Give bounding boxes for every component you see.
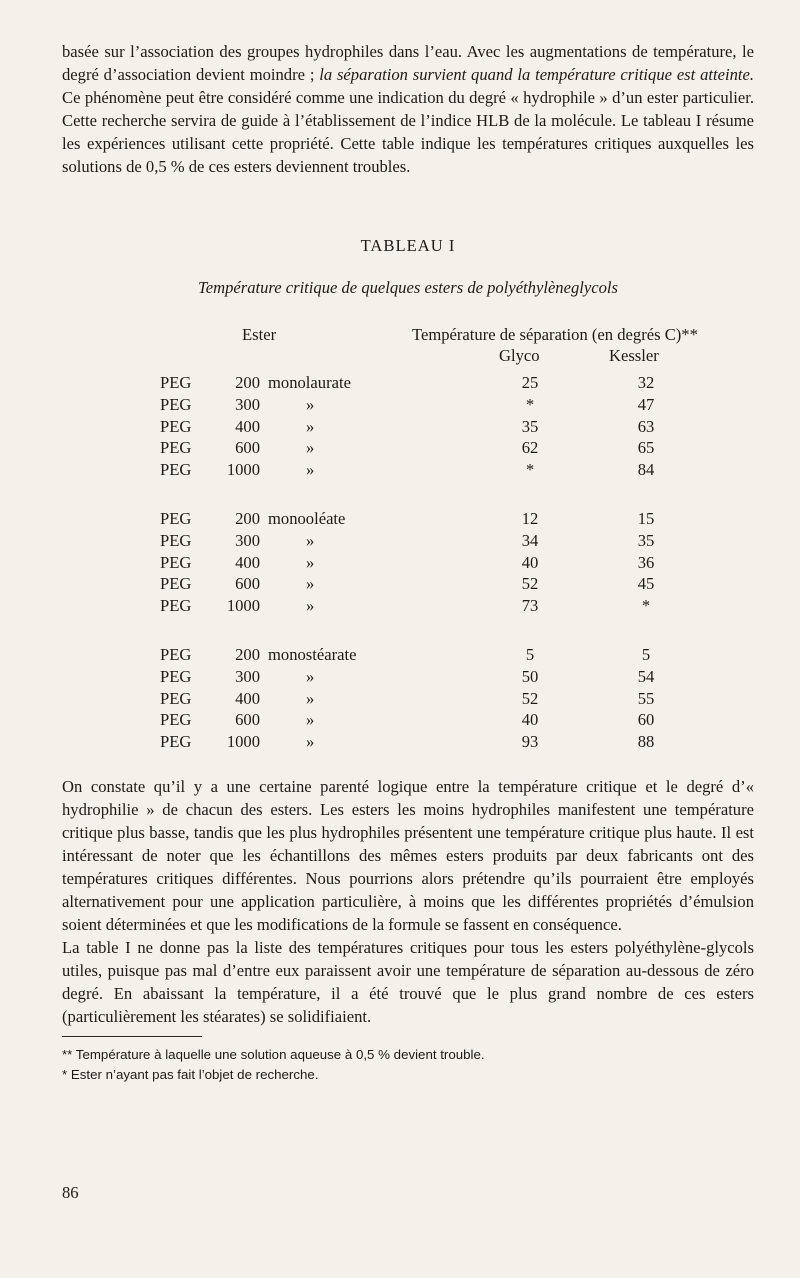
cell-molecular-weight: 1000 <box>226 732 260 752</box>
cell-ester-name: » <box>306 596 315 616</box>
cell-molecular-weight: 600 <box>235 710 260 730</box>
intro-text-2: Ce phénomène peut être considéré comme une indication du degré « hydrophile » d’un ester particulier. Cette recherche servira de guide à l’établissement de l’indice HLB de la molécule. Le tableau I résume les expériences utilisant cette propriété. Cette table indique les températures critiques auxquelles les solutions de 0,5 % de ces esters deviennent troubles. <box>62 88 754 176</box>
cell-peg: PEG <box>160 552 192 572</box>
table-row <box>62 596 754 618</box>
table-row <box>62 395 754 417</box>
cell-peg: PEG <box>160 509 192 528</box>
cell-molecular-weight: 400 <box>235 552 260 572</box>
cell-peg: PEG <box>160 596 192 616</box>
cell-molecular-weight: 300 <box>235 666 260 686</box>
cell-molecular-weight: 600 <box>235 438 260 458</box>
paragraph-3: La table I ne donne pas la liste des températures critiques pour tous les esters polyéthylène-glycols utiles, puisque pas mal d’entre eux paraissent avoir une température de séparation au-dessous de zéro degré. En abaissant la température, il a été trouvé que le plus grand nombre de ces esters (particulièrement les stéarates) se solidifiaient. <box>62 938 754 1026</box>
cell-molecular-weight: 200 <box>235 509 260 528</box>
header-glyco: Glyco <box>499 346 540 365</box>
critical-temperature-table <box>62 325 754 775</box>
table-subtitle: Température critique de quelques esters de polyéthylèneglycols <box>198 278 618 297</box>
cell-ester-name: » <box>306 438 315 458</box>
cell-molecular-weight: 400 <box>235 416 260 436</box>
table-row <box>62 531 754 553</box>
cell-kessler-value: 47 <box>637 394 655 414</box>
cell-ester-name: » <box>306 530 315 550</box>
cell-peg: PEG <box>160 373 192 392</box>
cell-glyco-value: 12 <box>521 509 539 528</box>
cell-molecular-weight: 400 <box>235 688 260 708</box>
table-row <box>62 667 754 689</box>
page-number: 86 <box>62 1183 79 1202</box>
cell-kessler-value: 54 <box>637 666 655 686</box>
cell-molecular-weight: 600 <box>235 574 260 594</box>
table-row <box>62 509 754 531</box>
cell-peg: PEG <box>160 732 192 752</box>
cell-ester-name: monooléate <box>268 509 346 528</box>
intro-text-1: basée sur l’association des groupes hydrophiles dans l’eau. Avec les augmentations de température, le degré d’association devient moindre ; <box>62 42 754 84</box>
cell-ester-name: » <box>306 732 315 752</box>
cell-ester-name: » <box>306 666 315 686</box>
cell-ester-name: » <box>306 394 315 414</box>
cell-kessler-value: 84 <box>637 460 655 480</box>
header-kessler: Kessler <box>609 346 659 365</box>
cell-glyco-value: 5 <box>525 645 535 664</box>
cell-kessler-value: 55 <box>637 688 655 708</box>
cell-ester-name: monostéarate <box>268 645 357 664</box>
cell-molecular-weight: 300 <box>235 530 260 550</box>
page-content <box>62 40 754 1085</box>
table-row <box>62 732 754 754</box>
cell-peg: PEG <box>160 438 192 458</box>
cell-ester-name: » <box>306 552 315 572</box>
cell-glyco-value: 73 <box>521 596 539 616</box>
cell-peg: PEG <box>160 710 192 730</box>
cell-glyco-value: 34 <box>521 530 539 550</box>
footnote-1: ** Température à laquelle une solution aqueuse à 0,5 % devient trouble. <box>62 1047 485 1062</box>
cell-ester-name: » <box>306 688 315 708</box>
table-row <box>62 460 754 482</box>
table-row <box>62 645 754 667</box>
cell-kessler-value: 35 <box>637 530 655 550</box>
cell-peg: PEG <box>160 460 192 480</box>
cell-kessler-value: 5 <box>641 645 651 664</box>
table-row <box>62 710 754 732</box>
cell-glyco-value: * <box>525 460 535 480</box>
cell-glyco-value: 35 <box>521 416 539 436</box>
cell-glyco-value: * <box>525 394 535 414</box>
footnote-2: * Ester n’ayant pas fait l’objet de recherche. <box>62 1067 319 1082</box>
header-ester: Ester <box>242 325 277 344</box>
cell-ester-name: » <box>306 416 315 436</box>
cell-kessler-value: 60 <box>637 710 655 730</box>
cell-peg: PEG <box>160 574 192 594</box>
cell-molecular-weight: 1000 <box>226 460 260 480</box>
cell-glyco-value: 50 <box>521 666 539 686</box>
table-row <box>62 373 754 395</box>
header-temperature: Température de séparation (en degrés C)** <box>412 325 698 344</box>
cell-molecular-weight: 200 <box>235 645 260 664</box>
cell-kessler-value: 36 <box>637 552 655 572</box>
cell-kessler-value: 63 <box>637 416 655 436</box>
cell-kessler-value: 32 <box>637 373 655 392</box>
cell-glyco-value: 62 <box>521 438 539 458</box>
cell-glyco-value: 40 <box>521 710 539 730</box>
cell-glyco-value: 40 <box>521 552 539 572</box>
cell-ester-name: » <box>306 574 315 594</box>
cell-peg: PEG <box>160 688 192 708</box>
cell-kessler-value: 45 <box>637 574 655 594</box>
cell-glyco-value: 25 <box>521 373 539 392</box>
cell-peg: PEG <box>160 416 192 436</box>
footnote-rule <box>62 1036 202 1037</box>
cell-kessler-value: 15 <box>637 509 655 528</box>
cell-kessler-value: 88 <box>637 732 655 752</box>
table-row <box>62 574 754 596</box>
cell-molecular-weight: 1000 <box>226 596 260 616</box>
cell-molecular-weight: 300 <box>235 394 260 414</box>
cell-ester-name: » <box>306 460 315 480</box>
cell-molecular-weight: 200 <box>235 373 260 392</box>
paragraph-2: On constate qu’il y a une certaine parenté logique entre la température critique et le degré d’« hydrophilie » de chacun des esters. Les esters les moins hydrophiles manifestent une température critique plus basse, tandis que les plus hydrophiles présentent une température critique plus haute. Il est intéressant de noter que les échantillons des mêmes esters produits par deux fabricants ont des températures critiques différentes. Nous pourrions alors prétendre qu’ils pourraient être employés alternativement pour une application particulière, à moins que les différentes propriétés d’émulsion soient déterminées et que les modifications de la formule se fassent en conséquence. <box>62 777 754 934</box>
cell-ester-name: monolaurate <box>268 373 351 392</box>
cell-peg: PEG <box>160 530 192 550</box>
cell-glyco-value: 52 <box>521 574 539 594</box>
table-row <box>62 689 754 711</box>
cell-kessler-value: * <box>641 596 651 616</box>
cell-glyco-value: 52 <box>521 688 539 708</box>
cell-peg: PEG <box>160 666 192 686</box>
intro-paragraph <box>62 40 754 178</box>
cell-ester-name: » <box>306 710 315 730</box>
cell-glyco-value: 93 <box>521 732 539 752</box>
cell-peg: PEG <box>160 394 192 414</box>
table-row <box>62 438 754 460</box>
cell-peg: PEG <box>160 645 192 664</box>
cell-kessler-value: 65 <box>637 438 655 458</box>
table-title: TABLEAU I <box>360 236 456 255</box>
table-row <box>62 417 754 439</box>
table-row <box>62 553 754 575</box>
intro-italic: la séparation survient quand la température critique est atteinte. <box>319 65 754 84</box>
